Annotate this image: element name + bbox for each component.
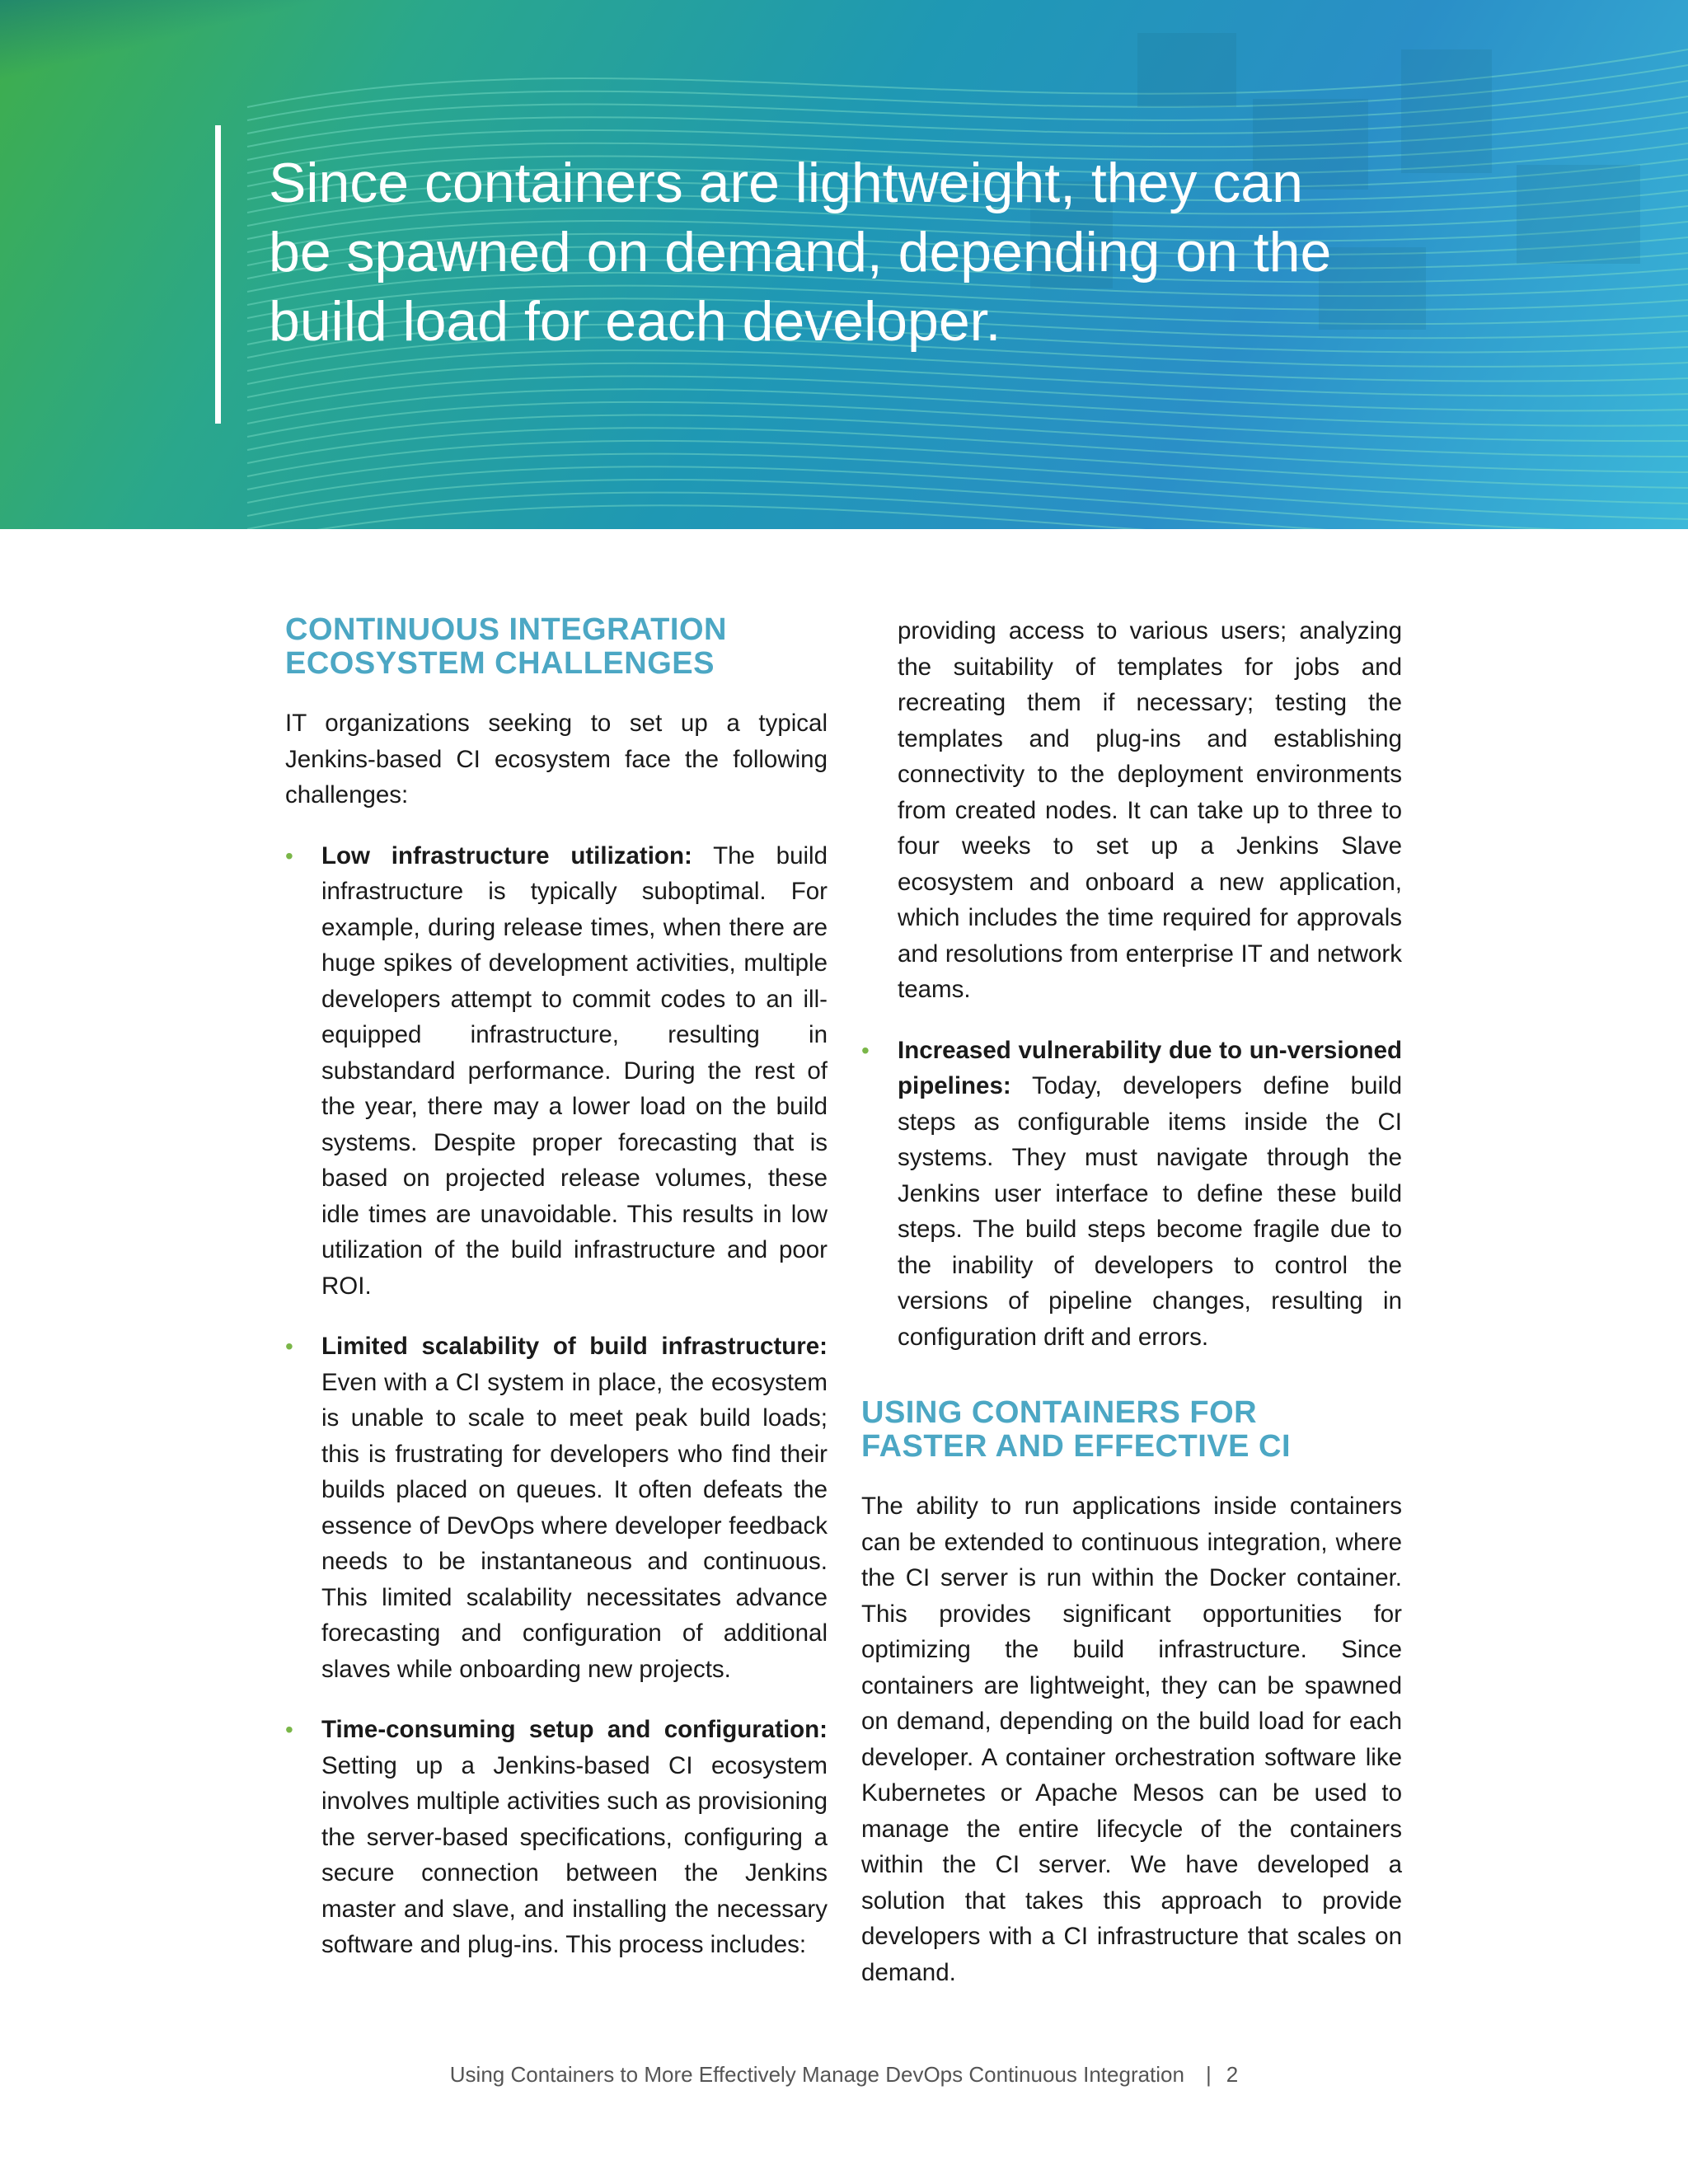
bullet-text: The build infrastructure is typically suboptimal. For example, during release times, when there are huge spikes of development activities, multiple developers attempt to commit codes to an ill-equipped infrastructure, resulting in substandard performance. During the rest of the year, there may a lower load on the build systems. Despite proper forecasting that is based on projected release volumes, these idle times are unavoidable. This results in low utilization of the build infrastructure and poor ROI. <box>321 841 828 1300</box>
pull-quote <box>269 148 1439 356</box>
challenges-intro: IT organizations seeking to set up a typical Jenkins-based CI ecosystem face the following challenges: <box>285 710 828 808</box>
bullet-term: Increased vulnerability due to un-versioned pipelines: <box>898 1036 1402 1099</box>
hero-wave-line <box>247 466 1688 519</box>
bullet-term: Time-consuming setup and configuration: <box>321 1716 828 1743</box>
list-item <box>285 1712 828 1963</box>
quote-accent-bar <box>215 125 221 424</box>
bullet-text: Even with a CI system in place, the ecosystem is unable to scale to meet peak build loads; this is frustrating for developers who find their builds placed on queues. It often defeats the essence of DevOps where developer feedback needs to be instantaneous and continuous. This limited scalability necessitates advance forecasting and configuration of additional slaves while onboarding new projects. <box>321 1368 828 1683</box>
bullet-dot-icon: • <box>861 1037 870 1063</box>
bullet-text: Setting up a Jenkins-based CI ecosystem involves multiple activities such as provisioning the server-based specifications, configuring a secure connection between the Jenkins master and slave, and installing the necessary software and plug-ins. This process includes: <box>321 1751 828 1958</box>
page-footer <box>0 2062 1688 2088</box>
pull-quote-line: be spawned on demand, depending on the <box>269 221 1332 284</box>
list-item-continuation <box>861 613 1402 1008</box>
heading-line: CONTINUOUS INTEGRATION <box>285 612 727 647</box>
right-column <box>861 613 1402 1990</box>
challenges-list-continued <box>861 613 1402 1355</box>
bullet-term: Limited scalability of build infrastructure: <box>321 1333 828 1360</box>
heading-line: FASTER AND EFFECTIVE CI <box>861 1429 1292 1464</box>
list-item <box>285 1329 828 1687</box>
bullet-dot-icon: • <box>285 1333 293 1359</box>
pull-quote-line: build load for each developer. <box>269 290 1001 353</box>
footer-separator: | <box>1205 2062 1212 2087</box>
hero-banner <box>0 0 1688 529</box>
page-number: 2 <box>1226 2062 1239 2087</box>
pull-quote-line: Since containers are lightweight, they can <box>269 152 1303 214</box>
list-item <box>861 1033 1402 1356</box>
bullet-text: providing access to various users; analyzing the suitability of templates for jobs and recreating them if necessary; testing the templates and plug-ins and establishing connectivity to the deployment environments from created nodes. It can take up to three to four weeks to set up a Jenkins Slave ecosystem and onboard a new application, which includes the time required for approvals and resolutions from enterprise IT and network teams. <box>898 617 1402 1003</box>
hero-wave-line <box>247 441 1688 488</box>
bullet-dot-icon: • <box>285 1717 293 1742</box>
footer-title: Using Containers to More Effectively Manage DevOps Continuous Integration <box>449 2062 1184 2087</box>
hero-wave-line <box>247 415 1688 457</box>
section-heading-containers <box>861 1396 1402 1464</box>
list-item <box>285 838 828 1305</box>
heading-line: USING CONTAINERS FOR <box>861 1395 1258 1430</box>
bullet-dot-icon: • <box>285 842 293 869</box>
bullet-text: Today, developers define build steps as configurable items inside the CI systems. They must navigate through the Jenkins user interface to define these build steps. The build steps become fragile due to the inability of developers to control the versions of pipeline changes, resulting in configuration drift and errors. <box>898 1072 1402 1351</box>
section-heading-challenges <box>285 613 828 681</box>
left-column <box>285 613 828 1963</box>
challenges-list <box>285 838 828 1963</box>
heading-line: ECOSYSTEM CHALLENGES <box>285 646 715 681</box>
bullet-term: Low infrastructure utilization: <box>321 841 692 869</box>
containers-paragraph: The ability to run applications inside containers can be extended to continuous integration, where the CI server is run within the Docker container. This provides significant opportunities for optimizing the build infrastructure. Since containers are lightweight, they can be spawned on demand, depending on the build load for each developer. A container orchestration software like Kubernetes or Apache Mesos can be used to manage the entire lifecycle of the containers within the CI server. We have developed a solution that takes this approach to provide developers with a CI infrastructure that scales on demand. <box>861 1493 1402 1986</box>
